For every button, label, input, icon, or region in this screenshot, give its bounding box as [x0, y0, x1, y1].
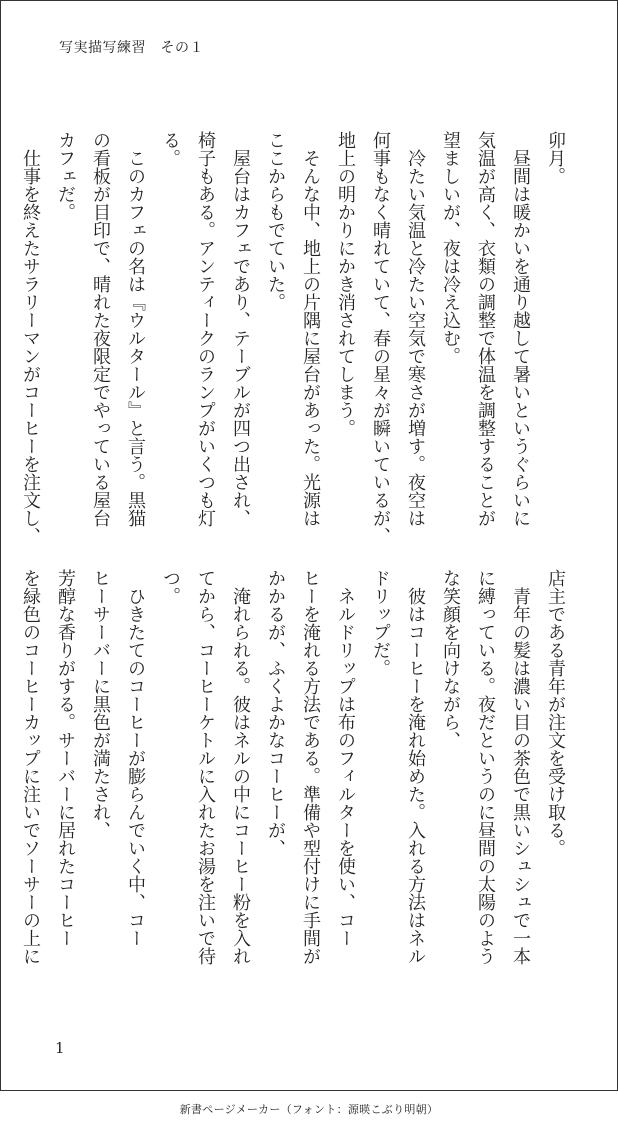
text-block-bottom: 店主である青年が注文を受け取る。 青年の髪は濃い目の茶色で黒いシュシュで一本 に縛っている。夜だというのに昼間の太陽のよう な笑顔を向けながら、 彼はコーヒーを淹れ始めた。入れる方法はネル ドリップだ。 ネルドリップは布のフィルターを使い、コー ヒーを淹れる方法である。準備や型付けに手間が かかるが、ふくよかなコーヒーが、 淹れられる。彼はネルの中にコーヒー粉を入れ てから、コーヒーケトルに入れたお湯を注いで待 つ。 ひきたてのコーヒーが膨らんでいく中、コー ヒーサーバーに黒色が満たされ、 芳醇な香りがする。サーバーに居れたコーヒー を緑色のコーヒーカップに注いでソーサーの上に [20, 569, 566, 965]
page-header-title: 写実描写練習 その１ [59, 40, 204, 56]
footer-caption: 新書ページメーカー（フォント：源暎こぶり明朝） [179, 1103, 439, 1116]
page-number: 1 [55, 1039, 65, 1057]
text-block-top: 卯月。 昼間は暖かいを通り越して暑いというぐらいに 気温が高く、衣類の調整で体温を調整することが 望ましいが、夜は冷え込む。 冷たい気温と冷たい空気で寒さが増す。夜空は 何事もなく晴れていて、春の星々が瞬いているが、 地上の明かりにかき消されてしまう。 そんな中、地上の片隅に屋台があった。光源は ここからもでていた。 屋台はカフェであり、テーブルが四つ出され、 椅子もある。アンティークのランプがいくつも灯 る。 このカフェの名は『ウルタール』と言う。黒猫 の看板が目印で、晴れた夜限定でやっている屋台 カフェだ。 仕事を終えたサラリーマンがコーヒーを注文し、 [20, 131, 566, 545]
